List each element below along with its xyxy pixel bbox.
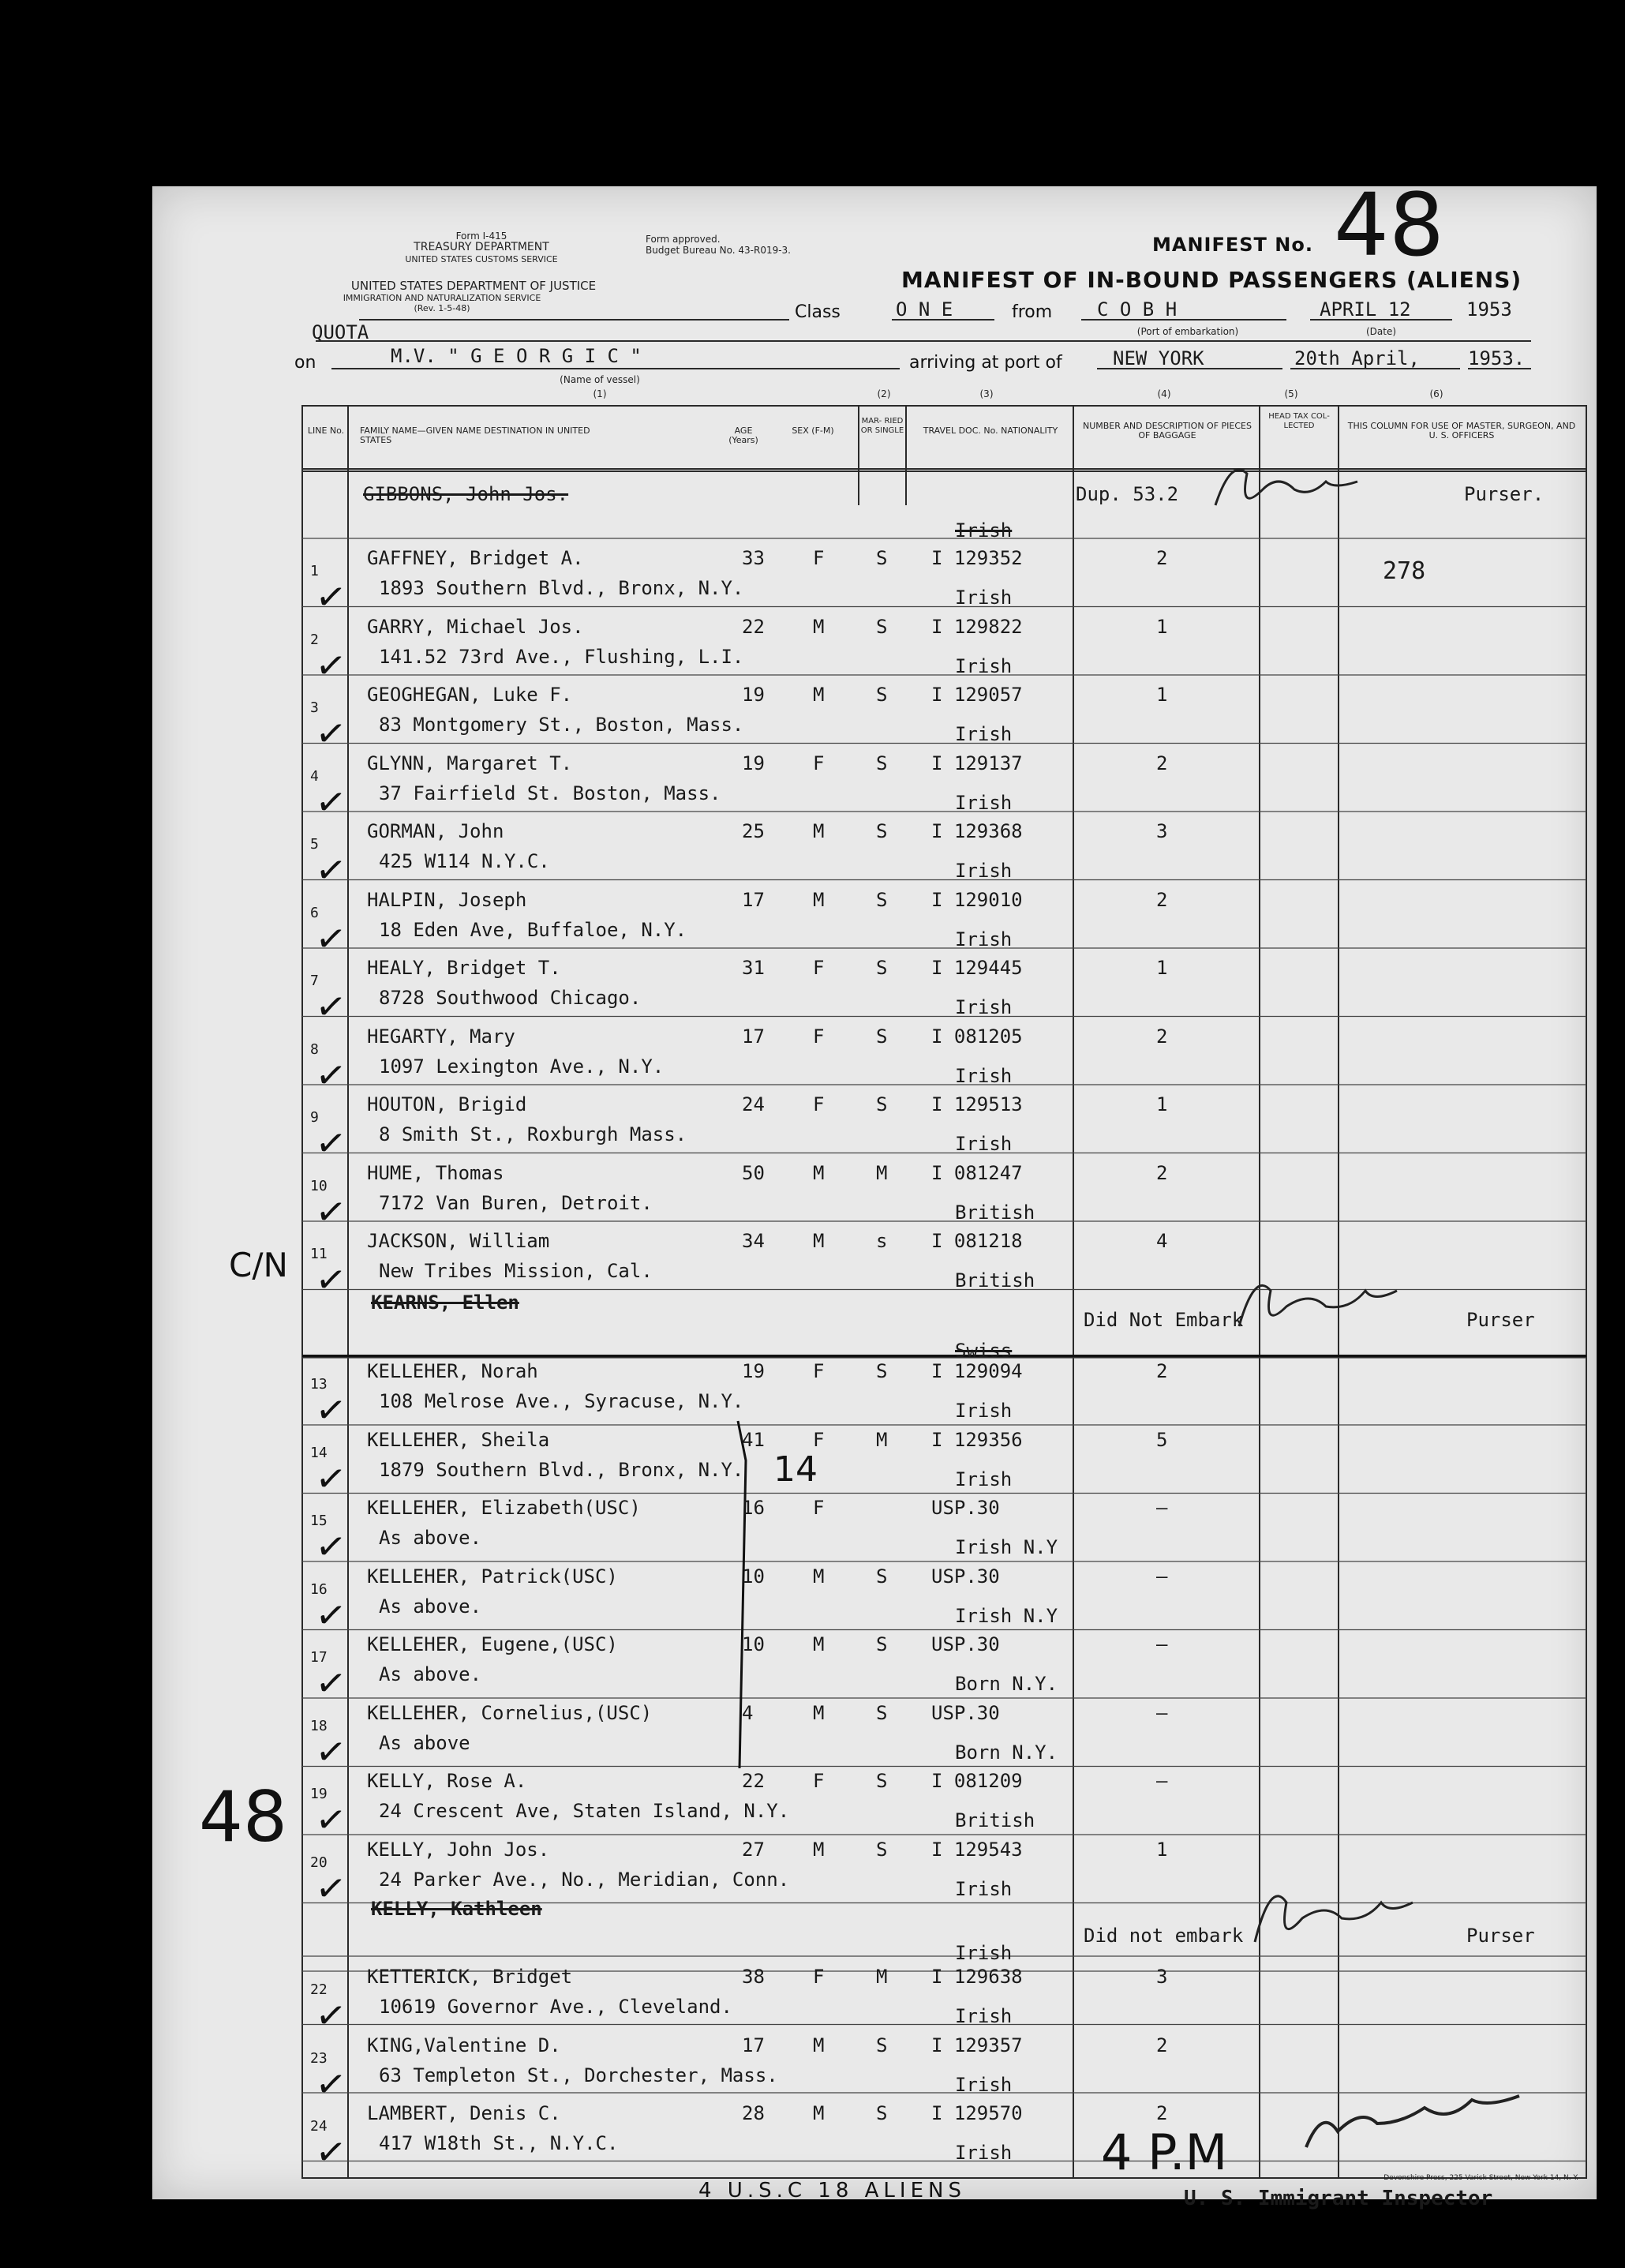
marital-status: S	[876, 1838, 888, 1861]
age-value: 17	[742, 2034, 765, 2056]
sex-value: M	[813, 1230, 825, 1252]
budget-bureau: Budget Bureau No. 43-R019-3.	[646, 245, 791, 256]
travel-doc-number: USP.30	[931, 1497, 1000, 1519]
checkmark-icon: ✓	[313, 1591, 350, 1638]
age-value: 38	[742, 1966, 765, 1988]
checkmark-icon: ✓	[313, 710, 350, 757]
struck-nationality: Swiss	[955, 1340, 1013, 1362]
nationality: Irish	[955, 1133, 1013, 1155]
col-num: (5)	[1284, 388, 1298, 399]
destination-address: 63 Templeton St., Dorchester, Mass.	[379, 2064, 778, 2086]
line-number: 14	[310, 1444, 328, 1461]
checkmark-icon: ✓	[313, 1386, 350, 1434]
form-number: Form I-415	[455, 231, 507, 242]
passenger-name: KELLEHER, Patrick(USC)	[367, 1565, 618, 1588]
customs-service: UNITED STATES CUSTOMS SERVICE	[405, 254, 558, 264]
struck-nationality: Irish	[955, 519, 1013, 542]
travel-doc-number: I 129352	[931, 547, 1023, 569]
checkmark-icon: ✓	[313, 1992, 350, 2039]
destination-address: 8 Smith St., Roxburgh Mass.	[379, 1123, 687, 1145]
header-baggage: NUMBER AND DESCRIPTION OF PIECES OF BAGGAGE	[1082, 421, 1252, 440]
margin-page-number: 48	[199, 1776, 287, 1858]
baggage-count: 1	[1156, 684, 1168, 706]
travel-doc-number: I 129445	[931, 957, 1023, 979]
passenger-name: HEALY, Bridget T.	[367, 957, 561, 979]
checkmark-icon: ✓	[313, 642, 350, 688]
marital-status: S	[876, 1025, 888, 1048]
manifest-title: MANIFEST OF IN-BOUND PASSENGERS (ALIENS)	[901, 267, 1522, 293]
checkmark-icon: ✓	[313, 1052, 350, 1098]
line-number: 5	[310, 836, 319, 853]
baggage-count: —	[1156, 1497, 1168, 1519]
sex-value: M	[813, 888, 825, 911]
passenger-name: GARRY, Michael Jos.	[367, 615, 584, 638]
alien-count: 4 U.S.C 18 ALIENS	[698, 2179, 966, 2202]
nationality: Irish	[955, 860, 1013, 882]
travel-doc-number: I 129570	[931, 2102, 1023, 2124]
marital-status: S	[876, 752, 888, 774]
age-value: 10	[742, 1633, 765, 1655]
nationality: British	[955, 1269, 1035, 1291]
sex-value: M	[813, 684, 825, 706]
baggage-count: 2	[1156, 2034, 1168, 2056]
destination-address: 141.52 73rd Ave., Flushing, L.I.	[379, 645, 744, 668]
sex-value: F	[813, 957, 825, 979]
baggage-count: 2	[1156, 2102, 1168, 2124]
travel-doc-number: I 081247	[931, 1161, 1023, 1184]
checkmark-icon: ✓	[313, 2128, 350, 2176]
age-value: 22	[742, 615, 765, 638]
line-number: 10	[310, 1177, 328, 1194]
passenger-name: GAFFNEY, Bridget A.	[367, 547, 584, 569]
age-value: 16	[742, 1497, 765, 1519]
sex-value: M	[813, 2034, 825, 2056]
baggage-count: 3	[1156, 820, 1168, 842]
sex-value: F	[813, 1093, 825, 1115]
travel-doc-number: I 129357	[931, 2034, 1023, 2056]
sex-value: F	[813, 547, 825, 569]
line-number: 19	[310, 1786, 328, 1802]
nationality: British	[955, 1201, 1035, 1224]
age-value: 33	[742, 547, 765, 569]
line-number: 13	[310, 1376, 328, 1393]
nationality: Irish	[955, 2142, 1013, 2164]
passenger-name: KETTERICK, Bridget	[367, 1966, 573, 1988]
travel-doc-number: I 129368	[931, 820, 1023, 842]
passenger-name: HUME, Thomas	[367, 1161, 504, 1184]
embark-year: 1953	[1466, 298, 1512, 321]
arriving-label: arriving at port of	[909, 353, 1062, 373]
passenger-name: KING,Valentine D.	[367, 2034, 561, 2056]
age-value: 22	[742, 1770, 765, 1792]
baggage-count: —	[1156, 1701, 1168, 1724]
form-approved: Form approved.	[646, 234, 721, 245]
passenger-name: KELLEHER, Norah	[367, 1360, 538, 1382]
sex-value: M	[813, 615, 825, 638]
travel-doc-number: I 129094	[931, 1360, 1023, 1382]
sex-value: F	[813, 1025, 825, 1048]
nationality: Irish	[955, 1877, 1013, 1900]
marital-status: S	[876, 2034, 888, 2056]
col-num: (2)	[877, 388, 891, 399]
header-travel-doc: TRAVEL DOC. No. NATIONALITY	[923, 425, 1058, 436]
checkmark-icon: ✓	[313, 1119, 350, 1167]
checkmark-icon: ✓	[313, 573, 350, 620]
sex-value: M	[813, 1838, 825, 1861]
line-number: 24	[310, 2118, 328, 2135]
struck-name: GIBBONS, John Jos.	[363, 483, 569, 505]
header-age: AGE (Years)	[728, 425, 758, 445]
line-number: 3	[310, 699, 319, 716]
arrival-date: 20th April,	[1294, 347, 1420, 369]
header-name: FAMILY NAME—GIVEN NAME DESTINATION IN UNITED STATES	[360, 425, 590, 445]
line-number: 2	[310, 631, 319, 648]
marital-status: S	[876, 1701, 888, 1724]
age-value: 27	[742, 1838, 765, 1861]
destination-address: 425 W114 N.Y.C.	[379, 850, 550, 872]
checkmark-icon: ✓	[313, 915, 350, 962]
travel-doc-number: I 129822	[931, 615, 1023, 638]
checkmark-icon: ✓	[313, 1523, 350, 1570]
destination-address: As above.	[379, 1663, 482, 1685]
sex-value: F	[813, 1497, 825, 1519]
age-value: 31	[742, 957, 765, 979]
travel-doc-number: I 129057	[931, 684, 1023, 706]
line-number: 16	[310, 1580, 328, 1598]
baggage-count: 1	[1156, 1093, 1168, 1115]
inspector-label: U. S. Immigrant Inspector	[1184, 2187, 1493, 2210]
checkmark-icon: ✓	[313, 1188, 350, 1235]
nationality: Irish	[955, 2005, 1013, 2027]
baggage-count: 4	[1156, 1230, 1168, 1252]
struck-name: KELLY, Kathleen	[371, 1898, 542, 1920]
nationality: Irish	[955, 1064, 1013, 1087]
baggage-count: 1	[1156, 1838, 1168, 1861]
line-number: 23	[310, 2049, 328, 2067]
destination-address: New Tribes Mission, Cal.	[379, 1260, 653, 1282]
nationality: Irish	[955, 2073, 1013, 2096]
destination-address: 8728 Southwood Chicago.	[379, 987, 642, 1009]
on-label: on	[294, 353, 316, 373]
travel-doc-number: I 081209	[931, 1770, 1023, 1792]
passenger-name: KELLY, John Jos.	[367, 1838, 550, 1861]
purser-signature-icon	[1239, 1285, 1397, 1326]
marital-status: S	[876, 820, 888, 842]
marital-status: s	[876, 1230, 888, 1252]
line-number: 15	[310, 1513, 328, 1529]
port-embarkation: C O B H	[1097, 298, 1178, 321]
travel-doc-number: I 129513	[931, 1093, 1023, 1115]
age-value: 17	[742, 1025, 765, 1048]
sex-value: M	[813, 2102, 825, 2124]
destination-address: 24 Crescent Ave, Staten Island, N.Y.	[379, 1800, 790, 1822]
travel-doc-number: I 129356	[931, 1428, 1023, 1451]
checkmark-icon: ✓	[313, 983, 350, 1030]
purser-label: Purser	[1466, 1309, 1535, 1331]
age-value: 34	[742, 1230, 765, 1252]
destination-address: 37 Fairfield St. Boston, Mass.	[379, 782, 721, 804]
arrival-year: 1953.	[1468, 347, 1526, 369]
age-value: 10	[742, 1565, 765, 1588]
passenger-name: KELLEHER, Sheila	[367, 1428, 550, 1451]
marital-status: M	[876, 1428, 888, 1451]
checkmark-icon: ✓	[313, 1865, 350, 1911]
travel-doc-number: I 081205	[931, 1025, 1023, 1048]
vessel-name: M.V. " G E O R G I C "	[391, 345, 642, 367]
sex-value: M	[813, 820, 825, 842]
line-number: 6	[310, 904, 319, 921]
travel-doc-number: I 129543	[931, 1838, 1023, 1861]
sex-value: F	[813, 1966, 825, 1988]
sex-value: F	[813, 1770, 825, 1792]
line-number: 7	[310, 973, 319, 989]
travel-doc-number: I 129137	[931, 752, 1023, 774]
nationality: Irish	[955, 654, 1013, 677]
line-number: 4	[310, 767, 319, 785]
destination-address: 83 Montgomery St., Boston, Mass.	[379, 714, 744, 736]
baggage-count: 1	[1156, 957, 1168, 979]
baggage-count: 1	[1156, 615, 1168, 638]
baggage-count: 2	[1156, 1360, 1168, 1382]
dup-note: Dup. 53.2	[1076, 483, 1179, 505]
struck-name: KEARNS, Ellen	[371, 1291, 519, 1314]
nationality: Irish	[955, 791, 1013, 814]
passenger-name: LAMBERT, Denis C.	[367, 2102, 561, 2124]
checkmark-icon: ✓	[313, 778, 350, 825]
marital-status: S	[876, 615, 888, 638]
passenger-name: KELLY, Rose A.	[367, 1770, 527, 1792]
marital-status: S	[876, 547, 888, 569]
destination-address: 7172 Van Buren, Detroit.	[379, 1191, 653, 1214]
travel-doc-number: USP.30	[931, 1701, 1000, 1724]
passenger-name: JACKSON, William	[367, 1230, 550, 1252]
margin-note-14: 14	[773, 1449, 818, 1490]
checkmark-icon: ✓	[313, 1796, 350, 1843]
destination-address: As above	[379, 1731, 470, 1754]
marital-status: S	[876, 957, 888, 979]
nationality: Born N.Y.	[955, 1741, 1058, 1764]
line-number: 9	[310, 1109, 319, 1126]
marital-status: S	[876, 684, 888, 706]
baggage-count: 2	[1156, 888, 1168, 911]
passenger-name: GEOGHEGAN, Luke F.	[367, 684, 573, 706]
baggage-count: —	[1156, 1770, 1168, 1792]
travel-doc-number: USP.30	[931, 1565, 1000, 1588]
marital-status: S	[876, 1093, 888, 1115]
passenger-name: HEGARTY, Mary	[367, 1025, 515, 1048]
age-value: 28	[742, 2102, 765, 2124]
header-head-tax: HEAD TAX COL- LECTED	[1268, 412, 1330, 430]
baggage-count: 2	[1156, 1161, 1168, 1184]
justice-dept: UNITED STATES DEPARTMENT OF JUSTICE	[350, 279, 597, 293]
age-value: 19	[742, 684, 765, 706]
printer-note: Devonshire Press, 225 Varick Street, New York 14, N. Y.	[1383, 2174, 1578, 2182]
baggage-count: 5	[1156, 1428, 1168, 1451]
checkmark-icon: ✓	[313, 1728, 350, 1775]
checkmark-icon: ✓	[313, 846, 350, 894]
nationality: Irish N.Y	[955, 1536, 1058, 1558]
header-line-no: LINE No.	[307, 425, 345, 436]
baggage-count: 2	[1156, 1025, 1168, 1048]
baggage-count: 3	[1156, 1966, 1168, 1988]
nationality: Irish	[955, 587, 1013, 609]
line-number: 17	[310, 1649, 328, 1666]
sex-value: F	[813, 1428, 825, 1451]
line-number: 1	[310, 563, 319, 579]
purser-signature-icon	[1255, 1896, 1413, 1942]
baggage-count: —	[1156, 1633, 1168, 1655]
baggage-count: 2	[1156, 752, 1168, 774]
purser-signature-icon	[1215, 470, 1357, 505]
class-value: O N E	[896, 298, 953, 321]
col-num: (6)	[1429, 388, 1443, 399]
nationality: Irish	[955, 996, 1013, 1018]
destination-address: 18 Eden Ave, Buffaloe, N.Y.	[379, 918, 687, 941]
nationality: Irish	[955, 1400, 1013, 1422]
age-value: 19	[742, 1360, 765, 1382]
age-value: 25	[742, 820, 765, 842]
destination-address: 24 Parker Ave., No., Meridian, Conn.	[379, 1868, 790, 1891]
col-num: (3)	[979, 388, 994, 399]
line-number: 20	[310, 1854, 328, 1871]
passenger-name: GLYNN, Margaret T.	[367, 752, 573, 774]
did-not-embark: Did not embark	[1084, 1925, 1244, 1947]
travel-doc-number: I 081218	[931, 1230, 1023, 1252]
marital-status: S	[876, 1360, 888, 1382]
purser-label: Purser.	[1464, 483, 1544, 505]
destination-address: 1879 Southern Blvd., Bronx, N.Y.	[379, 1458, 744, 1481]
from-label: from	[1012, 302, 1053, 322]
manifest-no-label: MANIFEST No.	[1152, 234, 1313, 256]
passenger-name: HALPIN, Joseph	[367, 888, 527, 911]
passenger-name: KELLEHER, Elizabeth(USC)	[367, 1497, 641, 1519]
destination-address: 10619 Governor Ave., Cleveland.	[379, 1996, 732, 2018]
line-number: 18	[310, 1717, 328, 1734]
purser-label: Purser	[1466, 1925, 1535, 1947]
sex-value: F	[813, 752, 825, 774]
rev-date: (Rev. 1-5-48)	[414, 303, 470, 313]
baggage-count: —	[1156, 1565, 1168, 1588]
passenger-name: KELLEHER, Eugene,(USC)	[367, 1633, 618, 1655]
header-sex: SEX (F-M)	[792, 425, 834, 436]
margin-note-cn: C/N	[229, 1246, 288, 1284]
arrival-port: NEW YORK	[1113, 347, 1204, 369]
checkmark-icon: ✓	[313, 2060, 350, 2107]
passenger-name: HOUTON, Brigid	[367, 1093, 527, 1115]
age-value: 41	[742, 1428, 765, 1451]
marital-status: S	[876, 1633, 888, 1655]
sex-value: F	[813, 1360, 825, 1382]
age-value: 17	[742, 888, 765, 911]
manifest-number: 48	[1334, 174, 1444, 276]
age-value: 4	[742, 1701, 754, 1724]
destination-address: 1893 Southern Blvd., Bronx, N.Y.	[379, 577, 744, 599]
destination-address: As above.	[379, 1595, 482, 1618]
port-embark-caption: (Port of embarkation)	[1136, 326, 1239, 337]
nationality: Irish N.Y	[955, 1604, 1058, 1627]
marital-status: S	[876, 1770, 888, 1792]
checkmark-icon: ✓	[313, 1659, 350, 1707]
nationality: Irish	[955, 723, 1013, 745]
did-not-embark: Did Not Embark	[1084, 1309, 1244, 1331]
date-caption: (Date)	[1365, 326, 1397, 337]
marital-status: S	[876, 2102, 888, 2124]
sex-value: M	[813, 1633, 825, 1655]
sex-value: M	[813, 1565, 825, 1588]
embark-date: APRIL 12	[1320, 298, 1411, 321]
time-note: 4 P.M	[1101, 2124, 1228, 2181]
destination-address: 417 W18th St., N.Y.C.	[379, 2132, 619, 2154]
nationality: Irish	[955, 1468, 1013, 1490]
line-number: 8	[310, 1040, 319, 1058]
marital-status: S	[876, 1565, 888, 1588]
checkmark-icon: ✓	[313, 1455, 350, 1501]
inspector-signature-icon	[1306, 2096, 1519, 2147]
nationality: Irish	[955, 928, 1013, 950]
travel-doc-number: USP.30	[931, 1633, 1000, 1655]
travel-doc-number: I 129638	[931, 1966, 1023, 1988]
ins-line: IMMIGRATION AND NATURALIZATION SERVICE	[343, 293, 541, 303]
quota-label: QUOTA	[312, 321, 369, 343]
age-value: 24	[742, 1093, 765, 1115]
vessel-caption: (Name of vessel)	[560, 374, 640, 385]
header-officers: THIS COLUMN FOR USE OF MASTER, SURGEON, AND U. S. OFFICERS	[1347, 421, 1576, 440]
travel-doc-number: I 129010	[931, 888, 1023, 911]
col-num: (1)	[593, 388, 607, 399]
line-number: 22	[310, 1981, 328, 1998]
sex-value: M	[813, 1701, 825, 1724]
sex-value: M	[813, 1161, 825, 1184]
marital-status: M	[876, 1966, 888, 1988]
marital-status: M	[876, 1161, 888, 1184]
class-label: Class	[795, 302, 841, 322]
age-value: 19	[742, 752, 765, 774]
destination-address: 108 Melrose Ave., Syracuse, N.Y.	[379, 1390, 744, 1412]
nationality-note: Irish	[955, 1942, 1013, 1964]
officer-number: 278	[1383, 557, 1426, 585]
checkmark-icon: ✓	[313, 1256, 350, 1303]
destination-address: As above.	[379, 1527, 482, 1549]
col-num: (4)	[1157, 388, 1171, 399]
age-value: 50	[742, 1161, 765, 1184]
header-married: MAR- RIED OR SINGLE	[860, 417, 904, 435]
passenger-name: KELLEHER, Cornelius,(USC)	[367, 1701, 653, 1724]
nationality: British	[955, 1809, 1035, 1831]
marital-status: S	[876, 888, 888, 911]
passenger-name: GORMAN, John	[367, 820, 504, 842]
treasury-dept: TREASURY DEPARTMENT	[414, 241, 549, 253]
baggage-count: 2	[1156, 547, 1168, 569]
line-number: 11	[310, 1246, 328, 1262]
nationality: Born N.Y.	[955, 1673, 1058, 1695]
destination-address: 1097 Lexington Ave., N.Y.	[379, 1055, 665, 1078]
